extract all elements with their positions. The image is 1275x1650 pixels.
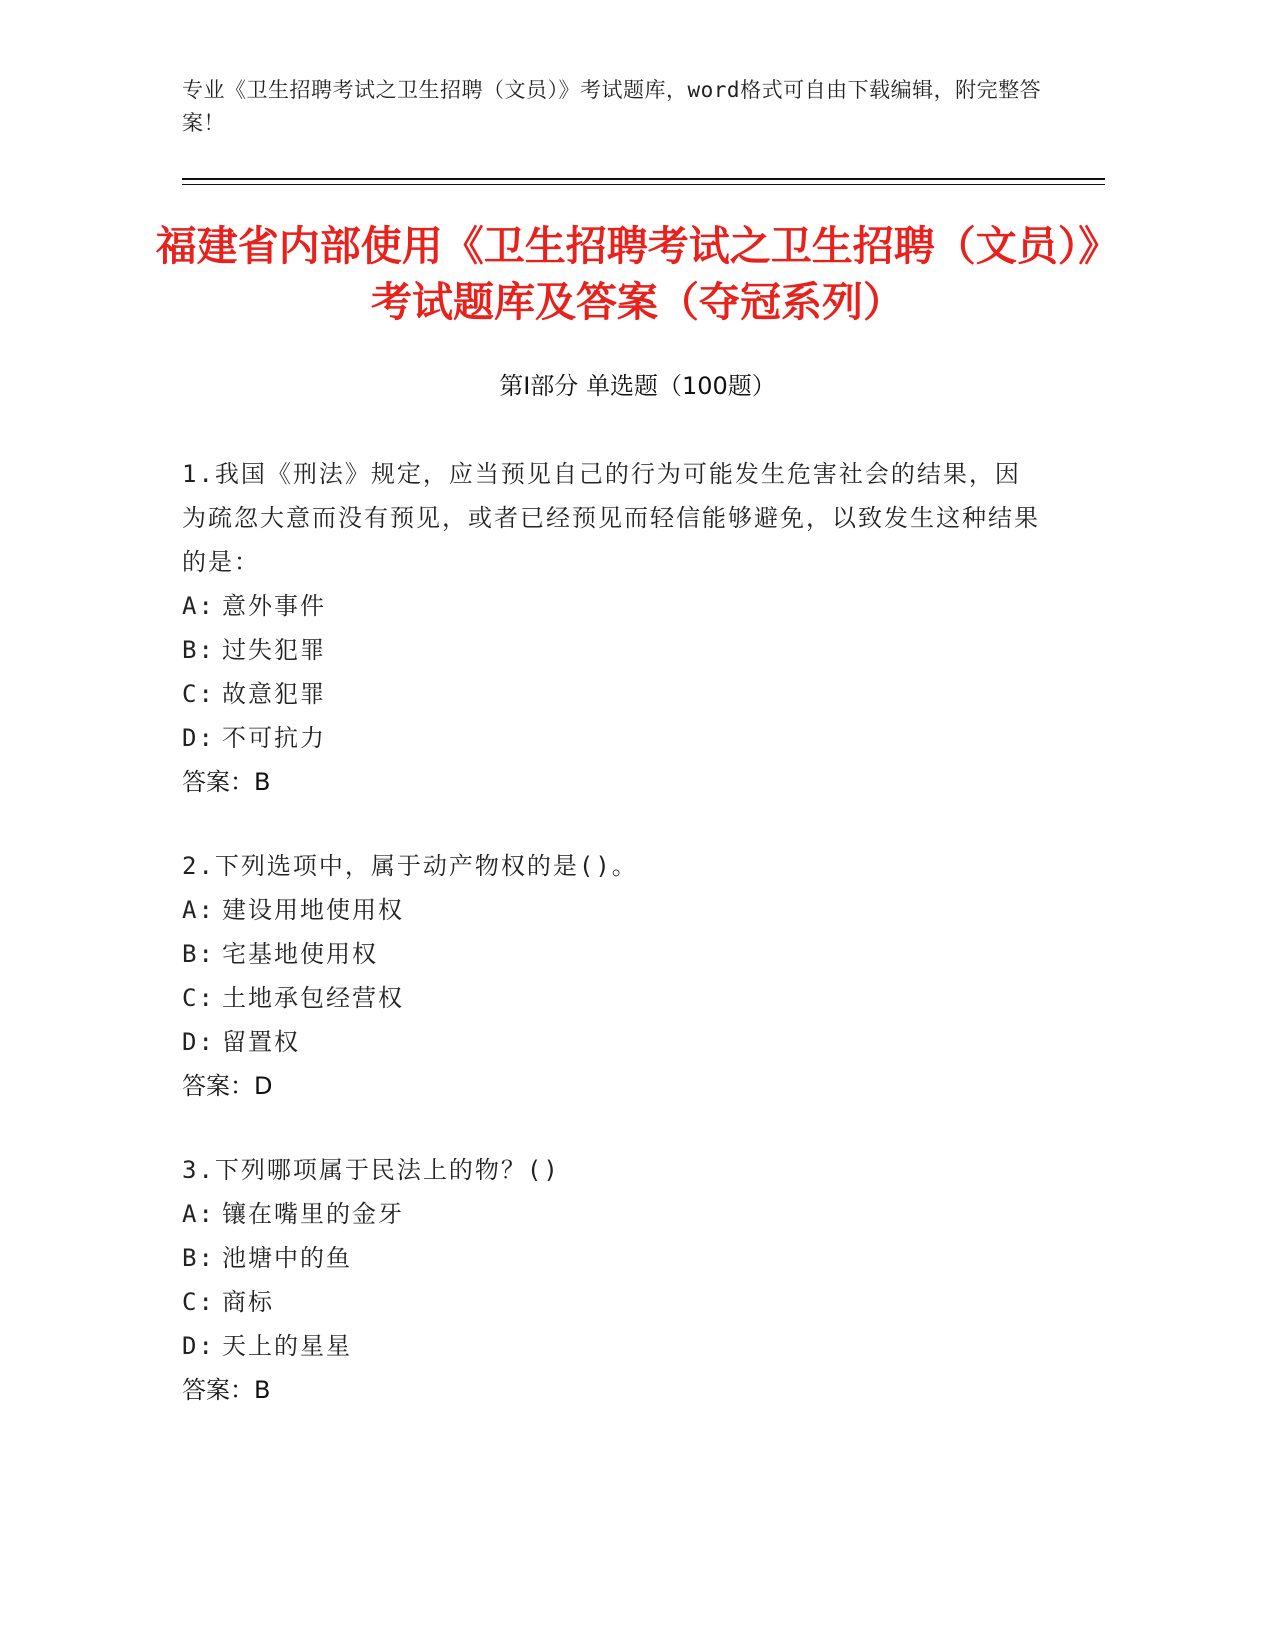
question-stem: 2.下列选项中，属于动产物权的是()。 <box>182 852 638 880</box>
option-letter: C: <box>182 1288 215 1316</box>
option-letter: C: <box>182 680 215 708</box>
option-letter: D: <box>182 1332 215 1360</box>
document-title: 福建省内部使用《卫生招聘考试之卫生招聘（文员）》考试题库及答案（夺冠系列） <box>155 222 1120 326</box>
answer-line: 答案：B <box>182 1376 271 1404</box>
option-letter: C: <box>182 984 215 1012</box>
option-b <box>182 628 1042 672</box>
option-a <box>182 1192 1042 1236</box>
question-stem: 3.下列哪项属于民法上的物？() <box>182 1156 560 1184</box>
question-stem: 1.我国《刑法》规定，应当预见自己的行为可能发生危害社会的结果，因为疏忽大意而没有预见，或者已经预见而轻信能够避免，以致发生这种结果的是： <box>182 460 1040 576</box>
question-3 <box>182 1148 1042 1412</box>
option-c <box>182 1280 1042 1324</box>
option-letter: B: <box>182 1244 215 1272</box>
option-text: 镶在嘴里的金牙 <box>222 1200 404 1228</box>
option-letter: B: <box>182 940 215 968</box>
option-text: 过失犯罪 <box>222 636 326 664</box>
option-text: 意外事件 <box>222 592 326 620</box>
header-divider-thick <box>182 178 1105 180</box>
option-a <box>182 888 1042 932</box>
answer-line: 答案：D <box>182 1072 273 1100</box>
option-text: 土地承包经营权 <box>222 984 404 1012</box>
option-c <box>182 672 1042 716</box>
option-letter: A: <box>182 896 215 924</box>
option-d <box>182 1020 1042 1064</box>
option-text: 商标 <box>222 1288 274 1316</box>
section-heading: 第I部分 单选题（100题） <box>499 372 776 400</box>
option-c <box>182 976 1042 1020</box>
option-text: 池塘中的鱼 <box>222 1244 352 1272</box>
option-a <box>182 584 1042 628</box>
option-d <box>182 716 1042 760</box>
option-text: 建设用地使用权 <box>222 896 404 924</box>
header-divider-thin <box>182 184 1105 185</box>
option-text: 不可抗力 <box>222 724 326 752</box>
option-letter: A: <box>182 1200 215 1228</box>
option-letter: D: <box>182 724 215 752</box>
question-1 <box>182 452 1042 804</box>
option-letter: A: <box>182 592 215 620</box>
option-b <box>182 1236 1042 1280</box>
option-text: 天上的星星 <box>222 1332 352 1360</box>
option-letter: D: <box>182 1028 215 1056</box>
option-letter: B: <box>182 636 215 664</box>
option-text: 宅基地使用权 <box>222 940 378 968</box>
question-2 <box>182 844 1042 1108</box>
option-text: 故意犯罪 <box>222 680 326 708</box>
option-b <box>182 932 1042 976</box>
option-d <box>182 1324 1042 1368</box>
answer-line: 答案：B <box>182 768 271 796</box>
option-text: 留置权 <box>222 1028 300 1056</box>
header-note: 专业《卫生招聘考试之卫生招聘（文员）》考试题库，word格式可自由下载编辑，附完整答案！ <box>182 78 1042 135</box>
